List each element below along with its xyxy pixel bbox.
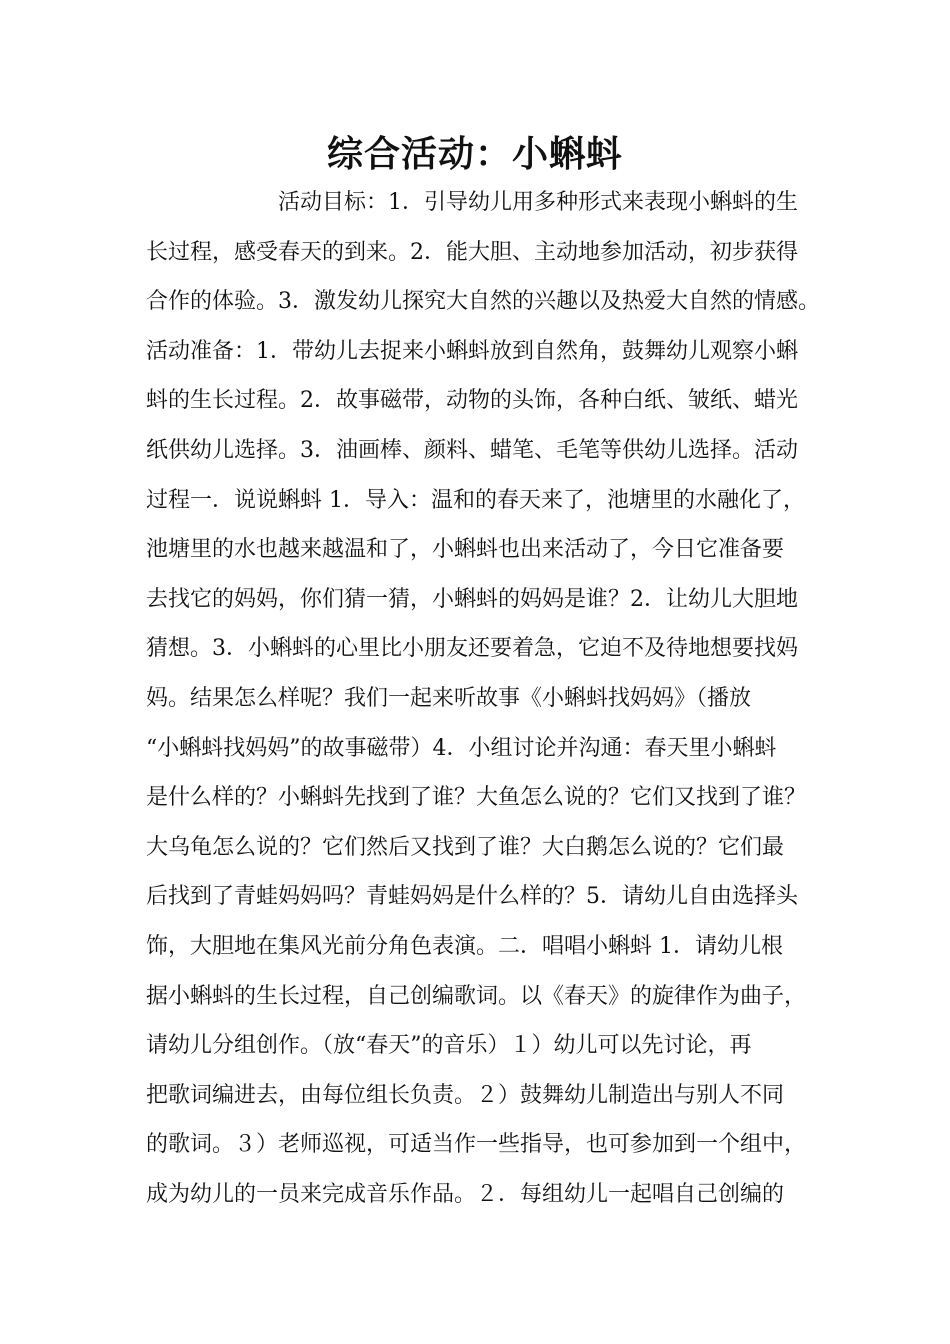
paragraph-line: 过程一．说说蝌蚪 1．导入：温和的春天来了，池塘里的水融化了， <box>146 487 805 513</box>
paragraph-line: 活动准备：1．带幼儿去捉来小蝌蚪放到自然角，鼓舞幼儿观察小蝌 <box>146 338 798 364</box>
paragraph-line: 蚪的生长过程。2．故事磁带，动物的头饰，各种白纸、皱纸、蜡光 <box>146 388 798 414</box>
paragraph-line: 去找它的妈妈，你们猜一猜，小蝌蚪的妈妈是谁？2．让幼儿大胆地 <box>146 586 798 612</box>
document-body <box>146 178 830 1219</box>
paragraph-line: 池塘里的水也越来越温和了，小蝌蚪也出来活动了，今日它准备要 <box>146 537 785 563</box>
paragraph-line: 的歌词。３）老师巡视，可适当作一些指导，也可参加到一个组中， <box>146 1132 807 1158</box>
paragraph-line: 据小蝌蚪的生长过程，自己创编歌词。以《春天》的旋律作为曲子， <box>146 983 807 1009</box>
paragraph-line: 纸供幼儿选择。3．油画棒、颜料、蜡笔、毛笔等供幼儿选择。活动 <box>146 437 798 463</box>
paragraph-line: 大乌龟怎么说的？它们然后又找到了谁？大白鹅怎么说的？它们最 <box>146 834 785 860</box>
paragraph-line: 成为幼儿的一员来完成音乐作品。２．每组幼儿一起唱自己创编的 <box>146 1181 785 1207</box>
paragraph-line: 妈。结果怎么样呢？我们一起来听故事《小蝌蚪找妈妈》（播放 <box>146 685 752 711</box>
paragraph-line: 长过程，感受春天的到来。2．能大胆、主动地参加活动，初步获得 <box>146 239 798 265</box>
paragraph-line: 饰，大胆地在集风光前分角色表演。二．唱唱小蝌蚪 1．请幼儿根 <box>146 933 783 959</box>
paragraph-line: 是什么样的？小蝌蚪先找到了谁？大鱼怎么说的？它们又找到了谁？ <box>146 785 807 811</box>
paragraph-line: 猜想。3．小蝌蚪的心里比小朋友还要着急，它迫不及待地想要找妈 <box>146 636 798 662</box>
paragraph-line: 活动目标：1．引导幼儿用多种形式来表现小蝌蚪的生 <box>278 190 798 215</box>
document-title: 综合活动：小蝌蚪 <box>326 133 623 175</box>
paragraph-line: 合作的体验。3．激发幼儿探究大自然的兴趣以及热爱大自然的情感。 <box>146 289 820 315</box>
paragraph-line: 后找到了青蛙妈妈吗？青蛙妈妈是什么样的？5．请幼儿自由选择头 <box>146 884 798 910</box>
paragraph-line: 把歌词编进去，由每位组长负责。２）鼓舞幼儿制造出与别人不同 <box>146 1082 785 1108</box>
paragraph-line: 请幼儿分组创作。（放“春天”的音乐）１）幼儿可以先讨论，再 <box>146 1033 752 1059</box>
paragraph-line: “小蝌蚪找妈妈”的故事磁带）4．小组讨论并沟通：春天里小蝌蚪 <box>146 735 777 761</box>
